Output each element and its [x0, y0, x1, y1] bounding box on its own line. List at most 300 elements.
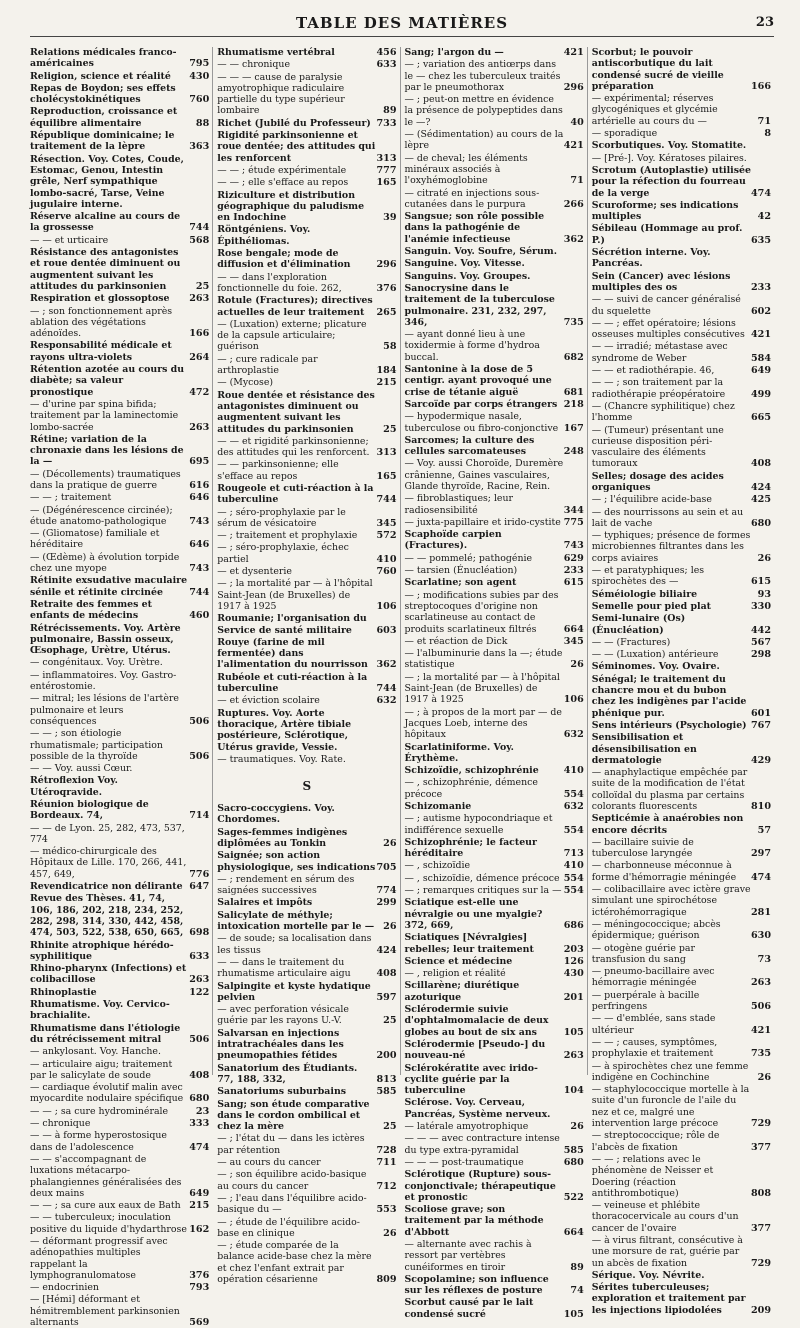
entry-page-ref: 40	[570, 116, 584, 128]
index-entry	[30, 492, 209, 503]
entry-text: Sclérokératite avec irido-cyclite guérie par la tuberculine	[404, 1062, 538, 1097]
entry-text: — — ; sa cure aux eaux de Bath	[30, 1200, 181, 1212]
index-entry	[30, 881, 209, 892]
entry-page-ref: 410	[376, 553, 397, 565]
index-entry	[405, 885, 584, 896]
index-entry	[217, 47, 396, 58]
entry-page-ref: 25	[383, 1121, 397, 1133]
entry-text: Retraite des femmes et enfants de médecins	[30, 598, 152, 622]
entry-page-ref: 421	[563, 140, 584, 152]
index-entry	[217, 319, 396, 353]
entry-text: Scaphoïde carpien (Fractures).	[404, 529, 502, 552]
index-entry	[592, 860, 771, 883]
entry-page-ref: 633	[376, 59, 397, 71]
index-entry	[30, 106, 209, 129]
index-entry	[405, 1169, 584, 1203]
entry-page-ref: 735	[750, 1048, 771, 1060]
entry-text: — — d'emblée, sans stade ultérieur	[591, 1013, 716, 1036]
index-entry	[405, 458, 584, 492]
entry-text: Riziculture et distribution géographique du paludisme en Indochine	[217, 189, 365, 224]
entry-text: Richet (Jubilé du Professeur)	[217, 117, 371, 129]
entry-page-ref: 333	[189, 1118, 210, 1130]
entry-text: — — ; étude expérimentale	[217, 164, 347, 176]
entry-text: Schizomanie	[404, 801, 472, 812]
entry-page-ref: 711	[376, 1157, 397, 1169]
entry-page-ref: 345	[376, 517, 397, 529]
index-entry	[217, 981, 396, 1004]
entry-text: Scillarène; diurétique azoturique	[404, 980, 520, 1003]
index-entry	[592, 377, 771, 400]
entry-page-ref: 105	[563, 1308, 584, 1320]
entry-page-ref: 26	[757, 1071, 771, 1083]
entry-text: — — ; son étiologie rhumatismale; participation possible de la thyroïde	[30, 728, 163, 762]
entry-page-ref: 263	[189, 974, 210, 986]
entry-text: Sang; son étude comparative dans le cordon ombilical et chez la mère	[217, 1098, 370, 1133]
page-header	[30, 14, 774, 37]
entry-text: — — ; sa cure hydrominérale	[30, 1105, 169, 1117]
entry-text: Rétine; variation de la chronaxie dans les lésions de la —	[30, 433, 184, 468]
index-entry	[30, 1294, 209, 1328]
index-entry	[405, 590, 584, 635]
index-entry	[405, 283, 584, 328]
index-entry	[217, 354, 396, 377]
entry-text: — à virus filtrant, consécutive à une morsure de rat, guérie par un abcès de fixation	[591, 1234, 743, 1269]
index-entry	[30, 83, 209, 106]
entry-page-ref: 330	[750, 600, 771, 612]
index-entry	[592, 1037, 771, 1060]
index-entry	[217, 874, 396, 897]
entry-text: Scarlatiniforme. Voy. Érythème.	[404, 741, 514, 764]
index-entry	[405, 707, 584, 741]
entry-text: — — (Luxation) antérieure	[591, 649, 719, 661]
entry-page-ref: 743	[189, 515, 210, 527]
index-entry	[405, 968, 584, 979]
entry-text: — — de Lyon. 25, 282, 473, 537, 774	[30, 822, 185, 845]
index-entry	[30, 728, 209, 762]
index-entry	[592, 720, 771, 731]
entry-text: Schizophrénie; le facteur héréditaire	[404, 836, 537, 860]
entry-text: — — chronique	[217, 59, 290, 71]
index-entry	[405, 129, 584, 152]
entry-page-ref: 26	[383, 921, 397, 933]
entry-text: Septicémie à anaérobies non encore décrits	[591, 813, 744, 836]
entry-page-ref: 743	[563, 540, 584, 552]
index-entry	[592, 1200, 771, 1234]
entry-page-ref: 774	[376, 885, 397, 897]
index-entry	[30, 1282, 209, 1293]
entry-page-ref: 297	[750, 848, 771, 860]
entry-page-ref: 597	[376, 991, 397, 1003]
entry-page-ref: 775	[563, 516, 584, 528]
index-entry	[217, 1004, 396, 1027]
entry-page-ref: 265	[376, 306, 397, 318]
entry-page-ref: 344	[563, 504, 584, 516]
entry-text: Rhinoplastie	[30, 986, 97, 998]
entry-text: — bacillaire suivie de tuberculose laryngée	[591, 836, 694, 860]
entry-page-ref: 430	[189, 70, 210, 82]
entry-text: — streptococcique; rôle de l'abcès de fixation	[591, 1130, 720, 1153]
index-entry	[592, 47, 771, 92]
entry-page-ref: 712	[376, 1180, 397, 1192]
entry-text: — anaphylactique empêchée par suite de la modification de l'état colloïdal du plasma par certains colorants fluorescents	[591, 767, 748, 812]
entry-text: — ; modifications subies par des streptocoques d'origine non scarlatineuse au contact de produits scarlatineux filtrés	[404, 589, 559, 635]
entry-page-ref: 567	[750, 636, 771, 648]
entry-text: — — — post-traumatique	[404, 1156, 524, 1168]
index-entry	[30, 893, 209, 938]
index-entry	[217, 695, 396, 706]
index-entry	[592, 247, 771, 270]
index-column-2	[217, 47, 400, 1285]
index-entry	[30, 505, 209, 528]
entry-page-ref: 345	[563, 635, 584, 647]
entry-text: Röntgéniens. Voy. Épithéliomas.	[217, 224, 311, 247]
entry-page-ref: 729	[750, 1257, 771, 1269]
entry-text: — citraté en injections sous-cutanées dans le purpura	[404, 187, 540, 210]
entry-text: Sens intérieurs (Psychologie)	[591, 719, 747, 731]
entry-page-ref: 554	[563, 788, 584, 800]
entry-page-ref: 200	[376, 1050, 397, 1062]
entry-page-ref: 728	[376, 1144, 397, 1156]
entry-page-ref: 647	[189, 881, 210, 893]
entry-text: Sciatique est-elle une névralgie ou une myalgie? 372, 669,	[404, 897, 543, 931]
index-entry	[405, 1133, 584, 1156]
index-entry	[405, 153, 584, 187]
index-entry	[405, 565, 584, 576]
entry-text: — — ; elle s'efface au repos	[217, 177, 349, 189]
index-entry	[30, 528, 209, 551]
index-entry	[217, 224, 396, 247]
index-entry	[30, 846, 209, 880]
entry-text: Revue des Thèses. 41, 74, 106, 186, 202, 218, 234, 252, 282, 298, 314, 330, 442, 458, 474, 503, 522, 538, 650, 665,	[30, 893, 184, 939]
entry-text: — — ; traitement	[30, 492, 112, 504]
entry-page-ref: 218	[563, 398, 584, 410]
entry-text: Scorbut; le pouvoir antiscorbutique du lait condensé sucré de vieille préparation	[591, 47, 724, 92]
entry-page-ref: 603	[376, 624, 397, 636]
entry-text: Scorbutiques. Voy. Stomatite.	[591, 140, 747, 152]
index-entry	[592, 649, 771, 660]
index-entry	[30, 1236, 209, 1281]
entry-text: Rougeole et cuti-réaction à la tuberculine	[217, 482, 374, 506]
entry-text: Résection. Voy. Cotes, Coude, Estomac, Genou, Intestin grêle, Nerf sympathique lombo-sacré, Tarse, Veine jugulaire interne.	[30, 153, 184, 210]
entry-page-ref: 106	[376, 600, 397, 612]
entry-page-ref: 25	[195, 280, 210, 292]
index-entry	[30, 1154, 209, 1199]
index-entry	[592, 589, 771, 600]
index-entry	[217, 390, 396, 435]
entry-text: Sclérotique (Rupture) sous-conjonctivale; thérapeutique et pronostic	[404, 1169, 556, 1203]
entry-text: Rétrécissements. Voy. Artère pulmonaire, Bassin osseux, Œsophage, Urètre, Utérus.	[30, 622, 181, 657]
entry-page-ref: 506	[750, 1001, 771, 1013]
entry-text: Selles; dosage des acides organiques	[591, 470, 724, 493]
entry-text: — ; remarques critiques sur la —	[404, 885, 562, 897]
entry-text: — — et radiothérapie. 46,	[591, 365, 715, 377]
entry-page-ref: 166	[750, 80, 771, 92]
entry-text: — — pommelé; pathogénie	[404, 552, 533, 564]
entry-text: — ; autisme hypocondriaque et indifférence sexuelle	[404, 813, 553, 836]
index-entry	[592, 530, 771, 564]
index-entry	[217, 754, 396, 765]
index-entry	[217, 177, 396, 188]
entry-page-ref: 810	[750, 801, 771, 812]
index-entry	[30, 247, 209, 292]
entry-page-ref: 680	[750, 517, 771, 529]
entry-text: — ; traitement et prophylaxie	[217, 530, 358, 542]
entry-text: — — ; causes, symptômes, prophylaxie et traitement	[591, 1036, 718, 1060]
index-entry	[30, 1118, 209, 1129]
entry-text: Sein (Cancer) avec lésions multiples des os	[591, 270, 731, 293]
index-entry	[217, 850, 396, 873]
index-entry	[217, 1086, 396, 1097]
index-entry	[30, 823, 209, 846]
entry-page-ref: 167	[563, 422, 584, 434]
index-entry	[30, 130, 209, 153]
entry-page-ref: 553	[376, 1204, 397, 1216]
index-entry	[217, 957, 396, 980]
entry-text: — hypodermique nasale, tuberculose ou fibro-conjonctive	[404, 411, 559, 434]
entry-text: — articulaire aigu; traitement par le salicylate de soude	[30, 1058, 173, 1081]
entry-page-ref: 777	[376, 164, 397, 176]
index-entry	[592, 767, 771, 812]
entry-page-ref: 714	[189, 810, 210, 822]
entry-text: — et éviction scolaire	[217, 695, 320, 707]
entry-text: — puerpérale à bacille perfringens	[591, 989, 700, 1013]
entry-page-ref: 585	[376, 1086, 397, 1098]
entry-page-ref: 795	[189, 58, 210, 70]
entry-page-ref: 602	[750, 305, 771, 317]
entry-text: Schizoïdie, schizophrénie	[404, 765, 539, 777]
page-number: 23	[755, 15, 774, 30]
index-entry	[405, 1121, 584, 1132]
entry-text: Séminomes. Voy. Ovaire.	[591, 661, 720, 673]
index-entry	[592, 153, 771, 164]
entry-page-ref: 616	[189, 479, 210, 491]
entry-text: Sérites tuberculeuses; exploration et traitement par les injections lipiodolées	[591, 1282, 746, 1316]
entry-page-ref: 264	[189, 351, 210, 363]
entry-page-ref: 506	[189, 1033, 210, 1045]
entry-text: — ; à propos de la mort par — de Jacques Loeb, interne des hôpitaux	[404, 706, 562, 741]
entry-page-ref: 26	[383, 1227, 397, 1239]
entry-text: — — tuberculeux; inoculation positive du liquide d'hydarthrose	[30, 1212, 187, 1235]
entry-text: Rhumatisme. Voy. Cervico-brachialite.	[30, 999, 170, 1022]
entry-text: — ; rendement en sérum des saignées successives	[217, 873, 355, 897]
entry-page-ref: 743	[189, 563, 210, 575]
entry-page-ref: 74	[570, 1285, 584, 1297]
entry-page-ref: 630	[750, 930, 771, 942]
entry-page-ref: 460	[189, 610, 210, 622]
entry-page-ref: 808	[750, 1187, 771, 1199]
entry-text: Reproduction, croissance et équilibre alimentaire	[30, 106, 178, 129]
entry-page-ref: 296	[563, 81, 584, 93]
index-entry	[405, 529, 584, 552]
index-entry	[592, 1270, 771, 1281]
index-entry	[592, 613, 771, 636]
index-entry	[30, 1082, 209, 1105]
index-entry	[30, 1059, 209, 1082]
entry-text: Rhumatisme vertébral	[217, 47, 335, 58]
index-entry	[217, 933, 396, 956]
entry-page-ref: 632	[376, 695, 397, 707]
index-entry	[405, 517, 584, 528]
entry-text: Réserve alcaline au cours de la grossesse	[30, 211, 181, 234]
entry-page-ref: 744	[189, 222, 210, 234]
entry-page-ref: 809	[376, 1273, 397, 1285]
index-entry	[405, 765, 584, 776]
index-entry	[217, 190, 396, 224]
index-entry	[30, 623, 209, 657]
entry-text: Salicylate de méthyle; intoxication mortelle par le —	[217, 909, 375, 933]
entry-page-ref: 126	[563, 955, 584, 967]
entry-text: — — ; effet opératoire; lésions osseuses multiples consécutives	[591, 317, 745, 341]
entry-page-ref: 8	[764, 128, 771, 140]
index-entry	[30, 211, 209, 234]
entry-page-ref: 298	[750, 649, 771, 661]
entry-text: — ; l'état du — dans les ictères par rétention	[217, 1133, 365, 1156]
entry-text: — — à forme hyperostosique dans de l'adolescence	[30, 1130, 167, 1153]
index-entry	[592, 165, 771, 199]
index-entry	[592, 223, 771, 246]
entry-text: Semelle pour pied plat	[591, 600, 711, 612]
entry-page-ref: 162	[189, 1223, 210, 1235]
index-entry	[405, 636, 584, 647]
entry-text: Sanguine. Voy. Vitesse.	[404, 258, 525, 270]
index-entry	[405, 1239, 584, 1273]
index-entry	[405, 553, 584, 564]
entry-text: — juxta-papillaire et irido-cystite	[404, 516, 561, 528]
entry-page-ref: 646	[189, 539, 210, 551]
index-entry	[30, 154, 209, 210]
entry-page-ref: 665	[750, 412, 771, 424]
index-entry	[30, 235, 209, 246]
index-entry	[217, 672, 396, 695]
entry-text: Rhino-pharynx (Infections) et colibacillose	[30, 963, 187, 986]
index-entry	[30, 1130, 209, 1153]
entry-text: Sang; l'argon du —	[404, 47, 504, 58]
entry-text: — traumatiques. Voy. Rate.	[217, 753, 346, 765]
entry-page-ref: 713	[563, 848, 584, 860]
index-entry	[405, 577, 584, 588]
entry-page-ref: 25	[383, 1015, 397, 1027]
index-entry	[592, 318, 771, 341]
entry-text: — — — avec contracture intense du type extra-pyramidal	[404, 1133, 560, 1156]
index-entry	[405, 493, 584, 516]
entry-page-ref: 377	[750, 1141, 771, 1153]
entry-text: — méningococcique; abcès épidermique; guérison	[591, 918, 721, 942]
entry-page-ref: 664	[563, 623, 584, 635]
entry-text: Rose bengale; mode de diffusion et d'élimination	[217, 248, 351, 271]
entry-text: Sérique. Voy. Névrite.	[591, 1269, 705, 1281]
index-entry	[405, 873, 584, 884]
index-entry	[217, 1099, 396, 1133]
index-entry	[217, 377, 396, 388]
entry-text: — — ; relations avec le phénomène de Neisser et Doering (réaction antithrombotique)	[591, 1153, 714, 1199]
entry-text: Sciatiques [Névralgies] rebelles; leur traitement	[404, 932, 534, 955]
index-columns	[30, 47, 774, 1328]
entry-text: Sangsue; son rôle possible dans la pathogénie de l'anémie infectieuse	[404, 211, 545, 245]
entry-page-ref: 424	[376, 944, 397, 956]
entry-page-ref: 104	[563, 1085, 584, 1097]
index-column-4	[591, 47, 774, 1316]
entry-page-ref: 73	[757, 953, 771, 965]
entry-page-ref: 615	[750, 576, 771, 588]
entry-page-ref: 681	[563, 386, 584, 398]
entry-text: — et paratyphiques; les spirochètes des —	[591, 565, 705, 588]
entry-page-ref: 646	[189, 492, 210, 504]
entry-text: — Voy. aussi Choroïde, Duremère crânienne, Gaines vasculaires, Glande thyroïde, Racine, Rein.	[404, 458, 564, 492]
entry-text: Sébileau (Hommage au prof. P.)	[591, 223, 743, 246]
entry-text: — (Gliomatose) familiale et héréditaire	[30, 528, 160, 551]
entry-text: — ; cure radicale par arthroplastie	[217, 353, 318, 377]
index-entry	[30, 657, 209, 668]
entry-page-ref: 633	[189, 950, 210, 962]
entry-page-ref: 165	[376, 177, 397, 189]
entry-page-ref: 263	[189, 421, 210, 433]
index-entry	[592, 271, 771, 294]
entry-page-ref: 632	[563, 729, 584, 741]
entry-page-ref: 506	[189, 715, 210, 727]
entry-page-ref: 313	[376, 447, 397, 459]
index-entry	[405, 47, 584, 58]
entry-text: — inflammatoires. Voy. Gastro-entérostomie.	[30, 669, 177, 693]
index-entry	[30, 775, 209, 798]
index-entry	[217, 436, 396, 459]
entry-text: — (Dégénérescence circinée); étude anatomo-pathologique	[30, 504, 173, 527]
entry-page-ref: 584	[750, 352, 771, 364]
entry-page-ref: 499	[750, 388, 771, 400]
index-entry	[217, 507, 396, 530]
entry-page-ref: 376	[376, 282, 397, 294]
entry-text: — avec perforation vésicale guérie par les rayons U.-V.	[217, 1004, 349, 1027]
entry-text: — ayant donné lieu à une toxidermie à forme d'hydroa buccal.	[404, 329, 540, 363]
entry-page-ref: 705	[376, 861, 397, 873]
index-entry	[405, 1097, 584, 1120]
entry-text: — , schizoïdie, démence précoce	[404, 872, 560, 884]
index-entry	[405, 932, 584, 955]
entry-text: — et dysenterie	[217, 566, 292, 578]
entry-page-ref: 554	[563, 872, 584, 884]
entry-text: Relations médicales franco-américaines	[30, 47, 177, 70]
entry-text: Rhumatisme dans l'étiologie du rétrécissement mitral	[30, 1022, 181, 1045]
entry-text: Résistance des antagonistes et roue dentée diminuent ou augmentent suivant les attitudes du parkinsonien	[30, 247, 181, 292]
entry-page-ref: 554	[563, 824, 584, 836]
index-entry	[217, 542, 396, 565]
index-entry	[592, 1061, 771, 1084]
entry-page-ref: 522	[563, 1191, 584, 1203]
index-entry	[30, 670, 209, 693]
index-entry	[217, 1157, 396, 1168]
entry-text: — médico-chirurgicale des Hôpitaux de Lille. 170, 266, 441, 457, 649,	[30, 846, 187, 880]
index-entry	[592, 200, 771, 223]
entry-page-ref: 430	[563, 968, 584, 980]
entry-page-ref: 209	[750, 1304, 771, 1316]
entry-text: — de soude; sa localisation dans les tissus	[217, 933, 372, 956]
entry-text: Scrotum (Autoplastie) utilisée pour la réfection du fourreau de la verge	[591, 164, 751, 199]
entry-text: Roumanie; l'organisation du Service de santé militaire	[217, 613, 367, 636]
index-entry	[592, 637, 771, 648]
entry-text: Séméiologie biliaire	[591, 588, 698, 600]
entry-text: — otogène guérie par transfusion du sang	[591, 942, 695, 965]
entry-page-ref: 58	[383, 341, 397, 353]
entry-page-ref: 89	[383, 105, 397, 117]
entry-page-ref: 568	[189, 234, 210, 246]
entry-text: — fibroblastiques; leur radiosensibilité	[404, 493, 514, 516]
index-entry	[30, 469, 209, 492]
entry-page-ref: 744	[376, 683, 397, 695]
entry-page-ref: 629	[563, 552, 584, 564]
entry-page-ref: 39	[383, 212, 397, 224]
index-entry	[30, 306, 209, 340]
index-entry	[217, 1193, 396, 1216]
index-entry	[217, 708, 396, 753]
